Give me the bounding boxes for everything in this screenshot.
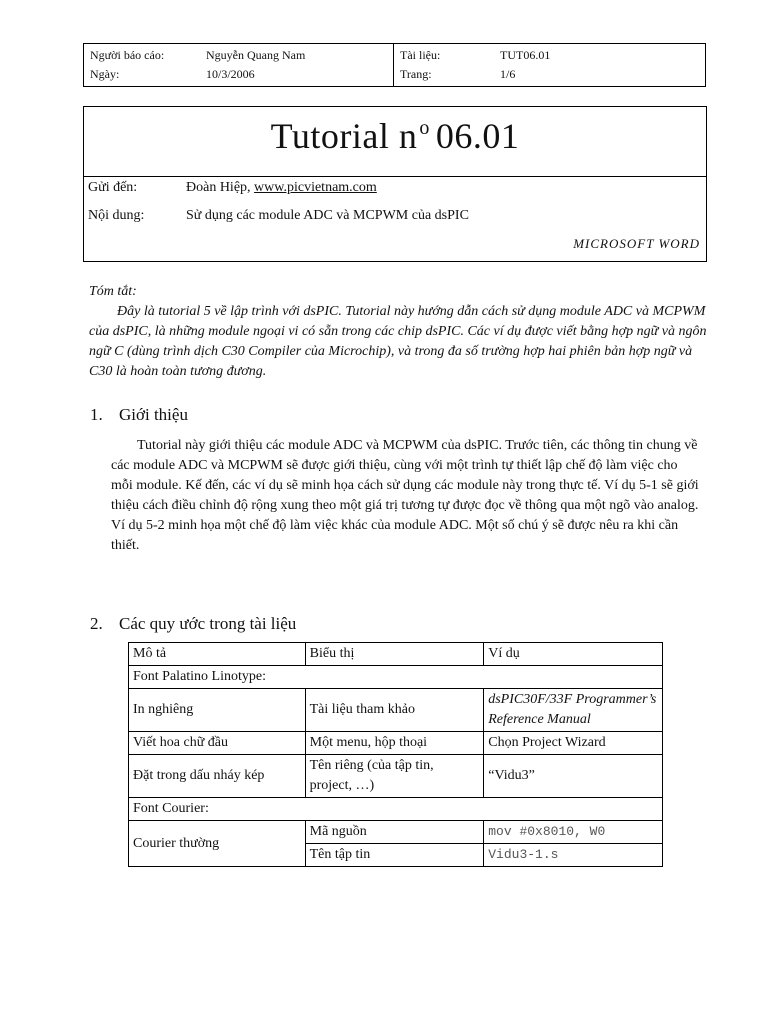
table-cell: “Vidu3” — [484, 755, 663, 798]
table-cell: Tên riêng (của tập tin, project, …) — [305, 755, 484, 798]
abstract-text: Đây là tutorial 5 về lập trình với dsPIC. Tutorial này hướng dẫn cách sử dụng module ADC và MCPWM của dsPIC, là những module ngoại vi có sẵn trong các chip dsPIC. Các ví dụ được viết bằng hợp ngữ và ngôn ngữ C (dùng trình dịch C30 Compiler của Microchip), và trong đa số trường hợp hai phiên bản hợp ngữ và C30 là hoàn toàn tương đương. — [89, 304, 707, 379]
recipient-label: Gửi đến: — [88, 180, 138, 195]
font-group-cell: Font Courier: — [129, 798, 663, 821]
table-row — [129, 798, 663, 821]
abstract-label: Tóm tắt: — [89, 284, 137, 299]
header-cell: Mô tả — [129, 643, 306, 666]
date-value: 10/3/2006 — [206, 67, 255, 81]
title-number: 06.01 — [435, 116, 520, 156]
content-label: Nội dung: — [88, 208, 145, 223]
software-label: MICROSOFT WORD — [573, 236, 700, 251]
section-2-heading — [90, 614, 296, 634]
page-title — [84, 115, 706, 157]
recipient-name: Đoàn Hiệp, — [186, 180, 255, 195]
table-cell: Chọn Project Wizard — [484, 732, 663, 755]
section-1-number: 1. — [90, 405, 103, 424]
table-cell: Đặt trong dấu nháy kép — [129, 755, 306, 798]
table-cell: Courier thường — [129, 821, 306, 867]
section-1-text: Tutorial này giới thiệu các module ADC và MCPWM của dsPIC. Trước tiên, các thông tin chung về các module ADC và MCPWM sẽ được giới thiệu, cùng với một trình tự thiết lập chế độ làm việc cho mỗi module. Kế đến, các ví dụ sẽ minh họa cách sử dụng các module này trong thực tế. Ví dụ 5-1 sẽ giới thiệu cách điều chỉnh độ rộng xung theo một giá trị tương tự được đọc về thông qua một ngõ vào analog. Ví dụ 5-2 minh họa một chế độ làm việc khác của module ADC. Một số chú ý sẽ được nêu ra khi cần thiết. — [111, 438, 699, 553]
section-1-heading — [90, 405, 188, 425]
table-header-row — [129, 643, 663, 666]
table-cell: Tên tập tin — [305, 844, 484, 867]
table-row — [129, 755, 663, 798]
document-header — [83, 43, 706, 87]
font-group-cell: Font Palatino Linotype: — [129, 666, 663, 689]
reporter-value: Nguyễn Quang Nam — [206, 48, 306, 62]
table-cell: Viết hoa chữ đầu — [129, 732, 306, 755]
page-value: 1/6 — [500, 67, 516, 81]
title-prefix: Tutorial n — [270, 116, 418, 156]
doc-value: TUT06.01 — [500, 48, 551, 62]
date-label: Ngày: — [90, 67, 120, 81]
reporter-label: Người báo cáo: — [90, 48, 165, 62]
table-row — [129, 689, 663, 732]
title-separator — [84, 176, 706, 177]
abstract — [89, 282, 714, 382]
table-cell: dsPIC30F/33F Programmer’s Reference Manual — [484, 689, 663, 732]
table-cell: Tài liệu tham khảo — [305, 689, 484, 732]
table-cell: Mã nguồn — [305, 821, 484, 844]
conventions-table — [128, 642, 663, 867]
table-row — [129, 821, 663, 844]
recipient-value — [186, 180, 377, 196]
table-cell: In nghiêng — [129, 689, 306, 732]
table-cell: Vidu3-1.s — [484, 844, 663, 867]
title-superscript: o — [419, 117, 430, 139]
header-cell: Ví dụ — [484, 643, 663, 666]
section-2-number: 2. — [90, 614, 103, 633]
doc-label: Tài liệu: — [400, 48, 441, 62]
header-divider — [393, 44, 394, 86]
section-1-title: Giới thiệu — [119, 405, 188, 424]
table-row — [129, 732, 663, 755]
table-cell: Một menu, hộp thoại — [305, 732, 484, 755]
title-box — [83, 106, 707, 262]
website-link[interactable]: www.picvietnam.com — [254, 180, 377, 195]
section-2-title: Các quy ước trong tài liệu — [119, 614, 297, 633]
header-cell: Biểu thị — [305, 643, 484, 666]
content-value: Sử dụng các module ADC và MCPWM của dsPIC — [186, 208, 469, 223]
table-cell: mov #0x8010, W0 — [484, 821, 663, 844]
table-row — [129, 666, 663, 689]
page-label: Trang: — [400, 67, 432, 81]
